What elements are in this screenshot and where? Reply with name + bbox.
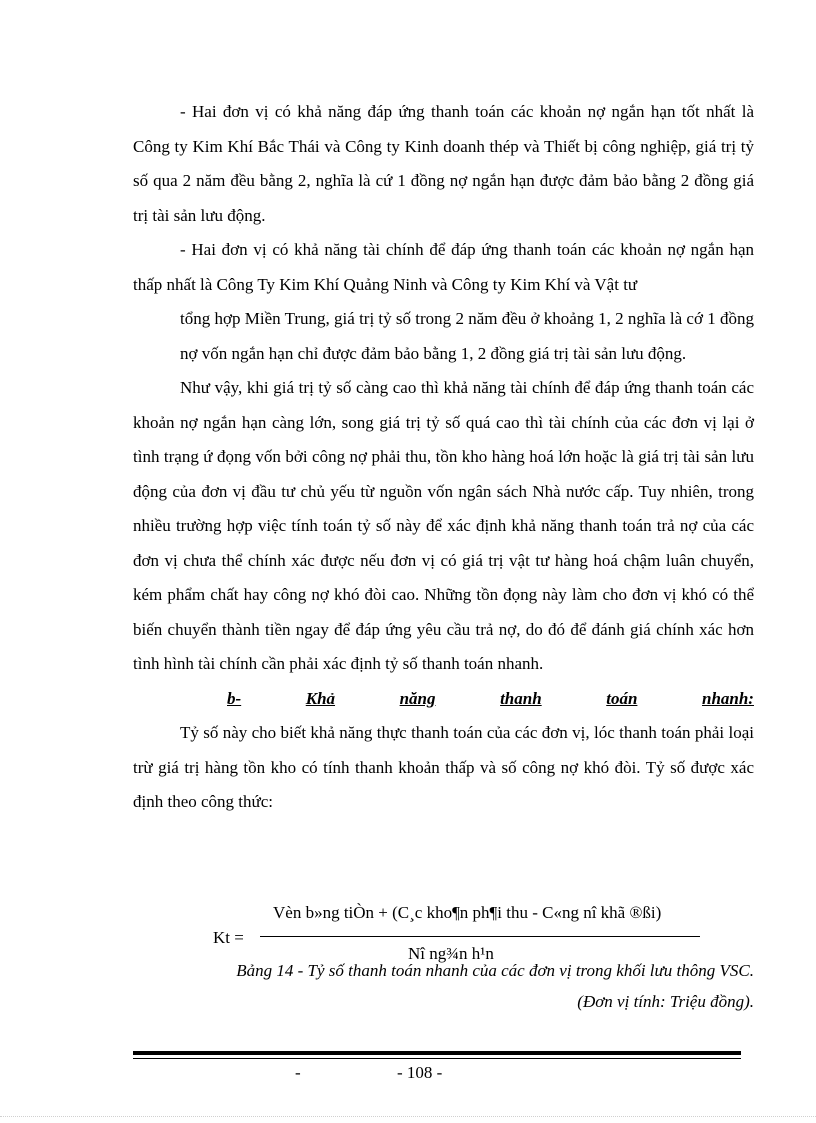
heading-word: Khả (305, 688, 336, 708)
footer-rule-thick (133, 1051, 741, 1055)
paragraph-continuation: tổng hợp Miền Trung, giá trị tỷ số trong 2 năm đều ở khoảng 1, 2 nghĩa là cớ 1 đồng nợ vốn ngắn hạn chỉ được đảm bảo bằng 1, 2 đồng giá trị tài sản lưu động. (180, 309, 754, 363)
fraction-line (260, 936, 700, 937)
paragraph-lowest-units: - Hai đơn vị có khả năng tài chính để đáp ứng thanh toán các khoản nợ ngắn hạn thấp nhất là Công Ty Kim Khí Quảng Ninh và Công ty Kim Khí và Vật tư (133, 240, 754, 294)
paragraph-best-units: - Hai đơn vị có khả năng đáp ứng thanh toán các khoản nợ ngắn hạn tốt nhất là Công ty Kim Khí Bắc Thái và Công ty Kinh doanh thép và Thiết bị công nghiệp, giá trị tỷ số qua 2 năm đều bằng 2, nghĩa là cứ 1 đồng nợ ngắn hạn được đảm bảo bằng 2 đồng giá trị tài sản lưu động. (133, 102, 754, 225)
section-heading (133, 682, 754, 717)
caption-unit: (Đơn vị tính: Triệu đồng). (577, 992, 754, 1011)
heading-word: b- (227, 688, 242, 708)
heading-word: năng (399, 688, 436, 708)
document-body (133, 95, 754, 820)
footer-dash: - (295, 1063, 301, 1082)
footer-rule-thin (133, 1058, 741, 1059)
formula-denominator: Nî ng¾n h¹n (408, 944, 494, 963)
paragraph-analysis: Như vậy, khi giá trị tỷ số càng cao thì khả năng tài chính để đáp ứng thanh toán các khoản nợ ngắn hạn càng lớn, song giá trị tỷ số quá cao thì tài chính của các đơn vị lại ở tình trạng ứ đọng vốn bởi công nợ phải thu, tồn kho hàng hoá lớn hoặc là giá trị tài sản lưu động của đơn vị đầu tư chủ yếu từ nguồn vốn ngân sách Nhà nước cấp. Tuy nhiên, trong nhiều trường hợp việc tính toán tỷ số này để xác định khả năng thanh toán trả nợ của các đơn vị chưa thể chính xác được nếu đơn vị có giá trị vật tư hàng hoá chậm luân chuyển, kém phẩm chất hay công nợ khó đòi cao. Những tồn đọng này làm cho đơn vị khó có thể biến chuyển thành tiền ngay để đáp ứng yêu cầu trả nợ, do đó để đánh giá chính xác hơn tình hình tài chính cần phải xác định tỷ số thanh toán nhanh. (133, 378, 754, 673)
heading-word: toán (606, 688, 638, 708)
page-number: - 108 - (397, 1063, 443, 1082)
heading-word: thanh (500, 688, 542, 708)
formula-lhs: Kt = (213, 928, 244, 947)
caption-title: Bảng 14 - Tỷ số thanh toán nhanh của các đơn vị trong khối lưu thông VSC. (236, 961, 754, 980)
page-edge (0, 1116, 816, 1117)
paragraph-quick-ratio: Tỷ số này cho biết khả năng thực thanh toán của các đơn vị, lóc thanh toán phải loại trừ giá trị hàng tồn kho có tính thanh khoản thấp và số công nợ khó đòi. Tỷ số được xác định theo công thức: (133, 723, 754, 811)
heading-word: nhanh: (701, 688, 754, 708)
formula-numerator: Vèn b»ng tiÒn + (C¸c kho¶n ph¶i thu - C«ng nî khã ®ßi) (273, 903, 662, 922)
table-caption (133, 955, 754, 1017)
